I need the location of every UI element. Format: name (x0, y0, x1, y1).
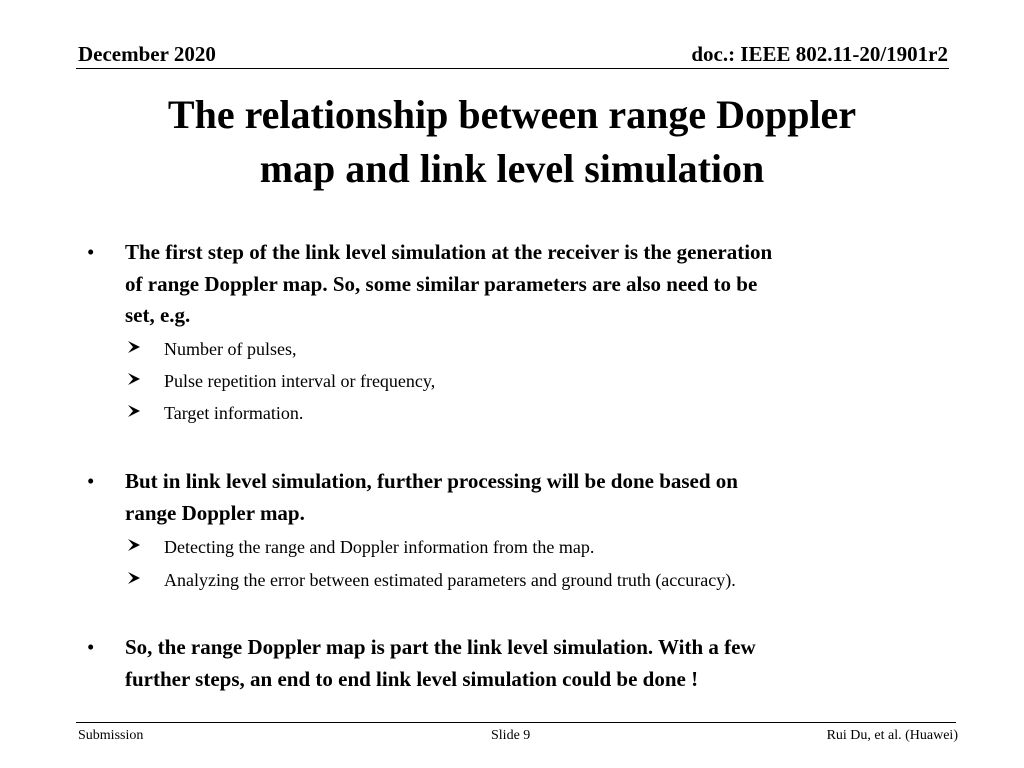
bullet-3-line-1: So, the range Doppler map is part the link level simulation. With a few (125, 635, 756, 659)
header-divider (76, 68, 949, 69)
subitem-1-2 (164, 370, 435, 392)
slide-title-line-1: The relationship between range Doppler (167, 92, 857, 137)
subitem-1-1 (164, 338, 296, 360)
bullet-2-line-1: But in link level simulation, further processing will be done based on (125, 469, 738, 493)
bullet-dot-icon: • (87, 240, 95, 264)
arrowhead-bullet-icon (127, 404, 141, 418)
slide-title (60, 88, 964, 196)
bullet-3-line-2: further steps, an end to end link level simulation could be done ! (125, 666, 699, 691)
bullet-1-line-1: The first step of the link level simulation at the receiver is the generation (125, 240, 773, 264)
header-doc-id: doc.: IEEE 802.11-20/1901r2 (691, 42, 948, 66)
footer-slide-number: Slide 9 (491, 728, 531, 743)
subitem-2-1-text: Detecting the range and Doppler information from the map. (164, 537, 595, 557)
arrowhead-bullet-icon (127, 571, 141, 585)
subitem-1-1-text: Number of pulses, (164, 339, 297, 359)
bullet-dot-icon: • (87, 635, 95, 659)
footer-authors: Rui Du, et al. (Huawei) (826, 728, 958, 743)
subitem-1-2-text: Pulse repetition interval or frequency, (164, 371, 436, 391)
subitem-2-2 (164, 569, 736, 591)
subitem-1-3-text: Target information. (164, 403, 304, 423)
header-date: December 2020 (78, 42, 216, 66)
subitem-2-2-text: Analyzing the error between estimated parameters and ground truth (accuracy). (164, 570, 736, 590)
bullet-3 (87, 632, 925, 695)
subitem-2-1 (164, 536, 594, 558)
bullet-dot-icon: • (87, 469, 95, 493)
bullet-1-line-2: of range Doppler map. So, some similar parameters are also need to be (125, 271, 758, 296)
bullet-2-line-2: range Doppler map. (125, 500, 305, 525)
subitem-1-3 (164, 402, 303, 424)
bullet-2 (87, 466, 925, 529)
bullet-1-line-3: set, e.g. (125, 303, 191, 327)
arrowhead-bullet-icon (127, 340, 141, 354)
bullet-1 (87, 237, 925, 332)
arrowhead-bullet-icon (127, 372, 141, 386)
slide-title-line-2: map and link level simulation (259, 146, 765, 191)
footer-submission: Submission (78, 728, 144, 743)
footer-divider (76, 722, 956, 723)
arrowhead-bullet-icon (127, 538, 141, 552)
